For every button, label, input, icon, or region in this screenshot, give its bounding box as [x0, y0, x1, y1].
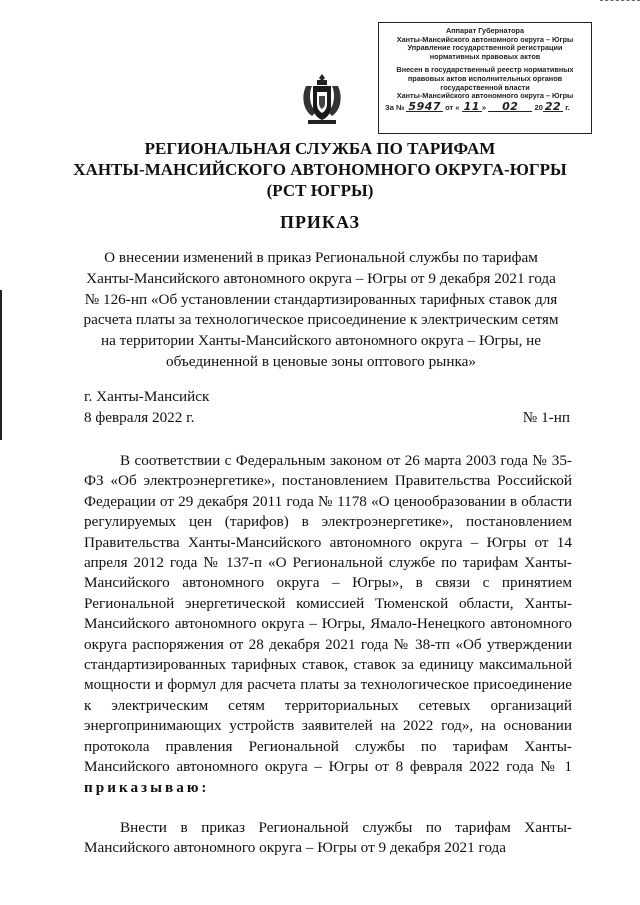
- subject-line: объединенной в ценовые зоны оптового рынка»: [165, 352, 476, 370]
- order-number: № 1-нп: [522, 409, 570, 426]
- stamp-reg-day: 11: [463, 99, 480, 113]
- document-type-title: ПРИКАЗ: [279, 212, 361, 232]
- stamp-line: нормативных правовых актов: [429, 51, 541, 61]
- subject-line: расчета платы за технологическое присоединение к электрическим сетям: [83, 311, 559, 329]
- stamp-reg-prefix: За №: [385, 102, 405, 112]
- subject-line: О внесении изменений в приказ Региональной службы по тарифам: [104, 249, 538, 266]
- subject-line: Ханты-Мансийского автономного округа – Югры от 9 декабря 2021 года: [86, 269, 556, 287]
- scan-artifact: [600, 0, 640, 5]
- stamp-line: Внесен в государственный реестр нормативных: [396, 65, 574, 75]
- registration-stamp: [378, 22, 592, 134]
- stamp-line: Аппарат Губернатора: [445, 26, 525, 35]
- stamp-line: правовых актов исполнительных органов: [407, 73, 563, 83]
- scan-edge-artifact: [0, 290, 2, 440]
- order-body: [84, 451, 572, 859]
- stamp-reg-from: от «: [445, 102, 460, 112]
- org-line: (РСТ ЮГРЫ): [266, 181, 374, 200]
- subject-line: № 126-нп «Об установлении стандартизированных тарифных ставок для: [84, 290, 558, 308]
- stamp-reg-year: 22: [544, 99, 562, 113]
- stamp-line: Ханты-Мансийского автономного округа – Югры: [396, 91, 574, 101]
- order-subject: [78, 248, 564, 373]
- body-paragraph: [84, 451, 572, 798]
- place-of-issue: г. Ханты-Мансийск: [84, 388, 210, 405]
- stamp-line: государственной власти: [440, 82, 530, 92]
- stamp-reg-number: 5947: [408, 99, 442, 113]
- stamp-registration-line: [385, 99, 585, 113]
- org-line: ХАНТЫ-МАНСИЙСКОГО АВТОНОМНОГО ОКРУГА-ЮГРЫ: [73, 160, 567, 179]
- order-date: 8 февраля 2022 г.: [84, 409, 195, 426]
- stamp-reg-year-prefix: 20: [534, 102, 543, 112]
- stamp-reg-month: 02: [488, 103, 532, 113]
- org-line: РЕГИОНАЛЬНАЯ СЛУЖБА ПО ТАРИФАМ: [144, 139, 496, 158]
- order-directive: приказываю:: [84, 778, 210, 796]
- stamp-line: Управление государственной регистрации: [407, 43, 563, 53]
- subject-line: на территории Ханты-Мансийского автономного округа – Югры, не: [100, 332, 542, 350]
- stamp-reg-mid: »: [481, 102, 487, 112]
- organization-name: [60, 138, 580, 201]
- body-paragraph-text: В соответствии с Федеральным законом от 26 марта 2003 года № 35-ФЗ «Об электроэнергетике», постановлением Правительства Российской Федерации от 29 декабря 2011 года № 1178 «О ценообразовании в области регулируемых цен (тарифов) в электроэнергетике», постановлением Правительства Ханты-Мансийского автономного округа – Югры от 14 апреля 2012 года № 137-п «О Региональной службе по тарифам Ханты-Мансийского автономного округа – Югры», в связи с принятием Региональной энергетической комиссией Тюменской области, Ханты-Мансийского автономного округа – Югры, Ямало-Ненецкого автономного округа распоряжения от 28 декабря 2021 года № 38-тп «Об утверждении стандартизированных тарифных ставок, ставок за единицу максимальной мощности и формул для расчета платы за технологическое присоединение к электрическим сетям территориальных сетевых организаций энергопринимающих устройств заявителей на 2022 год», на основании протокола правления Региональной службы по тарифам Ханты-Мансийского автономного округа – Югры от 8 февраля 2022 года № 1: [84, 452, 572, 776]
- stamp-line: Ханты-Мансийского автономного округа – Югры: [396, 34, 574, 44]
- coat-of-arms-icon: [300, 72, 344, 126]
- body-paragraph: Внести в приказ Региональной службы по тарифам Ханты-Мансийского автономного округа – Югры от 9 декабря 2021 года: [84, 818, 572, 857]
- stamp-reg-suffix: г.: [565, 102, 570, 112]
